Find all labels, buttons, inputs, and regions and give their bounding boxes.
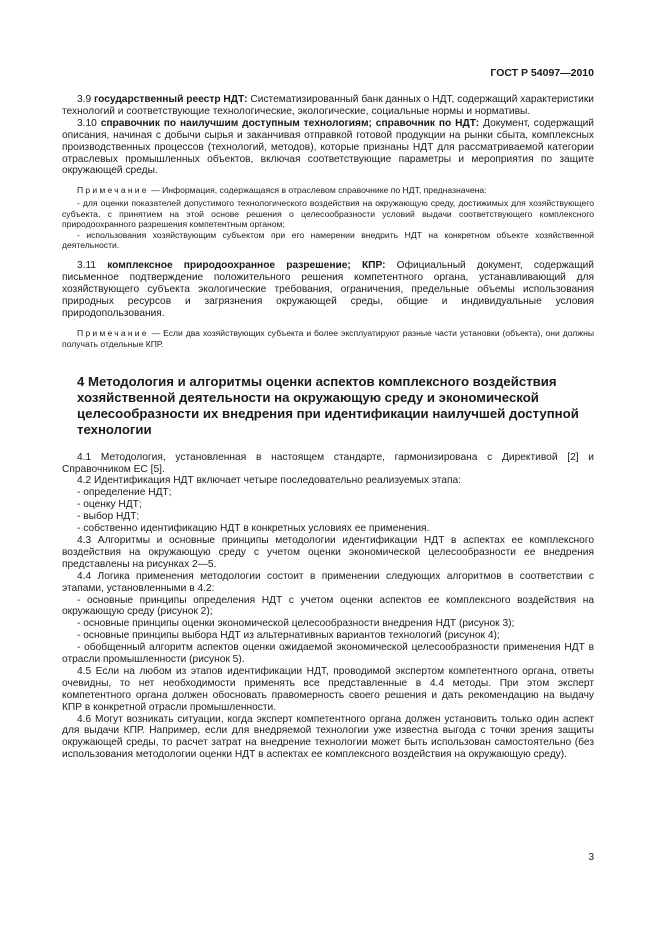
- term: комплексное природоохранное разрешение; КПР:: [107, 259, 386, 271]
- list-item: - оценку НДТ;: [77, 499, 142, 511]
- section-4-heading: 4 Методология и алгоритмы оценки аспектов комплексного воздействия хозяйственной деятельности на окружающую среду и экономической целесообразности их внедрения при идентификации наилучшей доступной технологии: [77, 373, 579, 437]
- document-code: ГОСТ Р 54097—2010: [490, 67, 594, 79]
- note-item: - для оценки показателей допустимого технологического воздействия на окружающую среду, достижимых для хозяйствующего субъекта, с принятием на этой основе решения о целесообразности условий выдачи соответствующего комплексного природоохранного разрешения компетентным органом;: [62, 197, 594, 230]
- note-item: - использования хозяйствующим субъектом при его намерении внедрить НДТ на конкретном объекте хозяйственной деятельности.: [62, 229, 594, 251]
- term: справочник по наилучшим доступным технологиям; справочник по НДТ:: [100, 117, 480, 129]
- list-item: - основные принципы оценки экономической целесообразности внедрения НДТ (рисунок 3);: [77, 618, 515, 630]
- definition: Документ, содержащий описания, начиная с добычи сырья и заканчивая отправкой готовой продукции на рынки сбыта, комплексных производственных процессов (технологий, методов), которые признаны НДТ для рассматриваемой категории отраслевых промышленных объектов, включая соответствующие параметры и мероприятия по защите окружающей среды.: [62, 117, 594, 177]
- term: государственный реестр НДТ:: [94, 94, 248, 105]
- list-item: - выбор НДТ;: [77, 511, 140, 523]
- list-item: - основные принципы выбора НДТ из альтернативных вариантов технологий (рисунок 4);: [77, 630, 500, 642]
- note-2: [62, 328, 594, 349]
- note-label: Примечание: [77, 185, 149, 196]
- clause-4-6: 4.6 Могут возникать ситуации, когда эксперт компетентного органа должен установить только один аспект для выдачи КПР. Например, если для внедряемой технологии уже известна выгода с точки зрения защиты окружающей среды, то расчет затрат на внедрение технологии может быть использован самостоятельно (без использования методологии оценки НДТ в аспектах ее комплексного воздействия на окружающую среду).: [62, 713, 594, 761]
- clause-3-11: [62, 260, 594, 320]
- list-item: - основные принципы определения НДТ с учетом оценки аспектов ее комплексного воздействия на окружающую среду (рисунок 2);: [62, 594, 594, 618]
- list-item: - определение НДТ;: [77, 487, 172, 499]
- note-1: [62, 185, 594, 251]
- list-item: - собственно идентификацию НДТ в конкретных условиях ее применения.: [77, 523, 430, 535]
- document-body: [62, 94, 594, 761]
- clause-4-3: 4.3 Алгоритмы и основные принципы методологии идентификации НДТ в аспектах ее комплексного воздействия на окружающую среду с учетом оценки экономической целесообразности ее внедрения представлены на рисунках 2—5.: [62, 534, 594, 570]
- clause-4-1: 4.1 Методология, установленная в настоящем стандарте, гармонизирована с Директивой [2] и Справочником ЕС [5].: [62, 451, 594, 475]
- clause-number: 3.11: [77, 259, 97, 271]
- note-intro: [62, 185, 594, 196]
- page-number: 3: [588, 852, 594, 863]
- note-text: — Информация, содержащаяся в отраслевом справочнике по НДТ, предназначена:: [151, 185, 487, 196]
- clause-4-4-intro: 4.4 Логика применения методологии состоит в применении следующих алгоритмов в соответствии с этапами, установленными в 4.2:: [62, 570, 594, 594]
- clause-number: 3.10: [77, 117, 97, 129]
- clause-number: 3.9: [77, 94, 92, 105]
- definition: Официальный документ, содержащий письменное подтверждение положительного решения компетентного органа, устанавливающий для хозяйствующего субъекта экологические требования, ограничения, предельные объемы использования природных ресурсов и загрязнения окружающей среды, общие и индивидуальные условия природопользования.: [62, 259, 594, 319]
- list-item: - обобщенный алгоритм аспектов оценки ожидаемой экономической целесообразности применения НДТ в отрасли промышленности (рисунок 5).: [62, 642, 594, 666]
- document-page: [62, 0, 594, 936]
- clause-3-10: [62, 118, 594, 178]
- clause-3-9: [62, 94, 594, 118]
- clause-4-2-intro: 4.2 Идентификация НДТ включает четыре последовательно реализуемых этапа:: [77, 475, 461, 487]
- definition: Систематизированный банк данных о НДТ, содержащий характеристики технологий и соответствующие технологические, экологические, социальные нормы и нормативы.: [62, 94, 594, 117]
- note-label: Примечание: [77, 328, 149, 339]
- clause-4-5: 4.5 Если на любом из этапов идентификации НДТ, проводимой экспертом компетентного органа, ответы очевидны, то нет необходимости применять все представленные в 4.4 методы. При этом эксперт компетентного органа должен обосновать правомерность своего решения и дать рекомендацию на выдачу КПР в конкретной отрасли промышленности.: [62, 665, 594, 713]
- note-text: — Если два хозяйствующих субъекта и более эксплуатируют разные части установки (объекта), они должны получать отдельные КПР.: [62, 328, 594, 350]
